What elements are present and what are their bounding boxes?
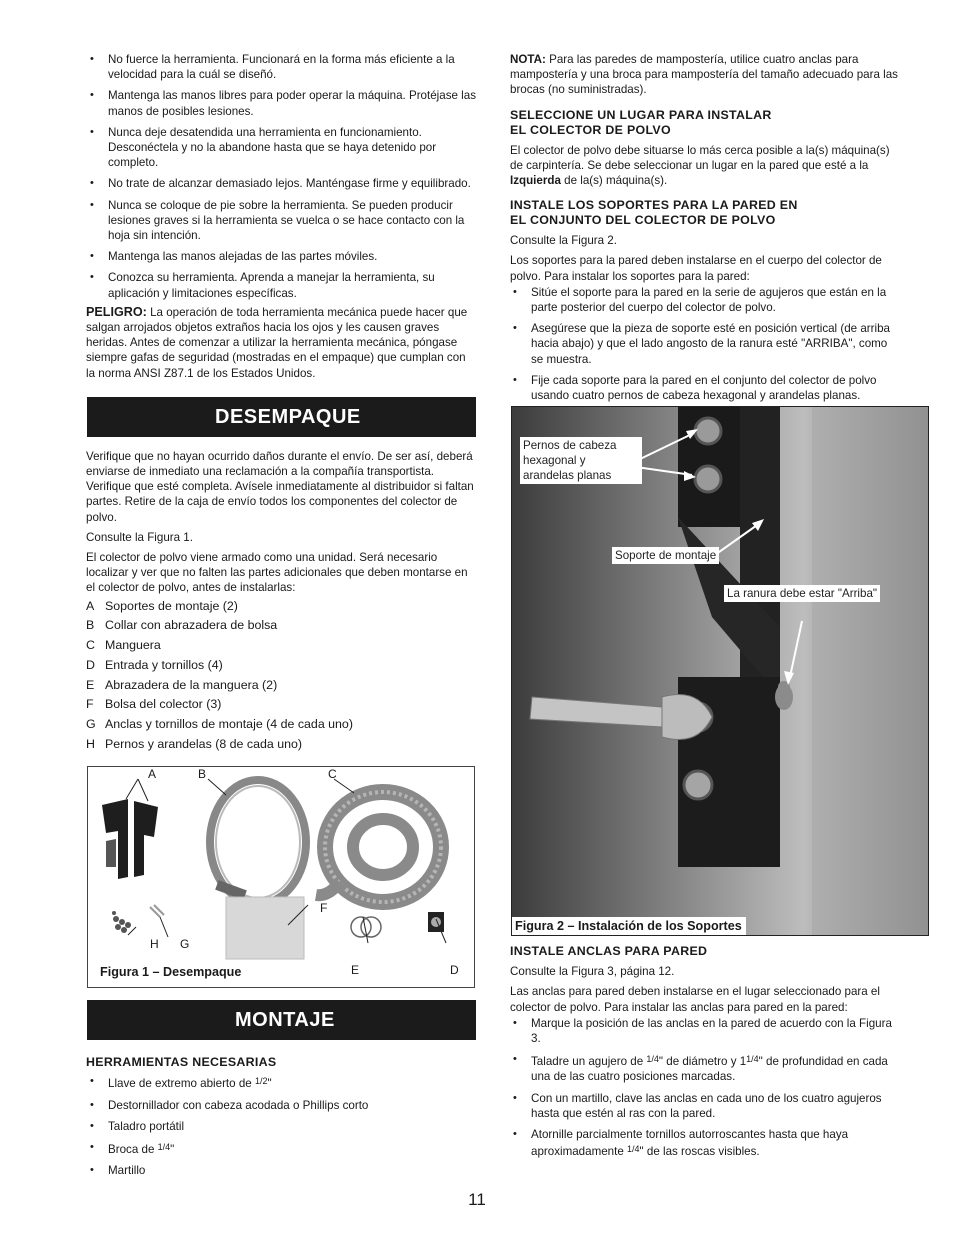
list-item [510,1127,902,1159]
list-item: • No fuerce la herramienta. Funcionará en la forma más eficiente a la velocidad para la cuál se diseñó. [87,52,476,82]
figure-1-caption: Figura 1 – Desempaque [100,965,242,980]
figure-2-caption: Figura 2 – Instalación de los Soportes [512,917,746,935]
list-item [87,1163,476,1178]
figure-1-unpacking [87,766,475,988]
hose-icon [316,792,441,902]
list-item [86,676,476,696]
list-item [86,735,476,755]
desempaque-figure-ref: Consulte la Figura 1. [86,530,193,544]
part-letter: F [86,697,94,712]
part-text: Pernos y arandelas (8 de cada uno) [105,736,302,751]
anclas-heading: INSTALE ANCLAS PARA PARED [510,944,708,959]
page-number: 11 [468,1190,486,1209]
fig1-label-g: G [180,937,190,952]
fraction: 1/4 [627,1144,640,1155]
figure-2-photo [511,406,929,936]
seleccione-paragraph [510,143,902,189]
right-column [510,52,902,1165]
part-text: Soportes de montaje (2) [105,598,238,613]
part-text: Anclas y tornillos de montaje (4 de cada uno) [105,716,353,731]
list-item: • Mantenga las manos libres para poder operar la máquina. Protéjase las manos de posibles lesiones. [87,88,476,118]
list-item [87,1074,476,1091]
peligro-text: La operación de toda herramienta mecánica puede hacer que salgan arrojados objetos extraños hacia los ojos y les causen graves heridas. Antes de comenzar a utilizar la herramienta mecánica, póngase siempre gafas de seguridad (mostradas en el empaque) que cumplan con la norma ANSI Z87.1 de los Estados Unidos. [86,305,468,380]
seleccione-heading [510,108,902,138]
list-item: • Nunca deje desatendida una herramienta en funcionamiento. Desconéctela y no la abandone hasta que se haya detenido por completo. [87,125,476,171]
fig1-label-b: B [198,767,207,782]
part-text: Bolsa del colector (3) [105,697,222,712]
fraction: 1/4 [646,1054,659,1065]
part-letter: D [86,657,95,672]
list-item [87,1140,476,1157]
nota-paragraph [510,52,902,98]
fig1-label-a: A [148,767,157,782]
fig1-label-d: D [450,963,459,978]
tool-unit: " [267,1077,272,1091]
tool-text: Destornillador con cabeza acodada o Phillips corto [108,1098,369,1112]
peligro-label: PELIGRO: [86,304,147,319]
part-letter: G [86,716,96,731]
text-run: El colector de polvo debe situarse lo más cerca posible a la(s) máquina(s) de carpintería. Se debe seleccionar un lugar en la pared que esté a la [510,143,890,172]
tools-list [87,1074,476,1178]
montaje-banner: MONTAJE [87,1000,476,1040]
part-text: Manguera [105,638,161,653]
left-column [84,52,476,1184]
part-letter: C [86,638,95,653]
heading-line: EL COLECTOR DE POLVO [510,122,671,137]
text-run: Con un martillo, clave las anclas en cada uno de los cuatro agujeros hasta que estén al ras con la pared. [531,1091,882,1120]
list-item [86,695,476,715]
part-letter: A [86,598,95,613]
collector-bag-icon [226,897,304,959]
list-item: • Fije cada soporte para la pared en el conjunto del colector de polvo usando cuatro pernos de cabeza hexagonal y arandelas planas. [510,373,902,403]
fig1-label-c: C [328,767,337,782]
parts-list [86,597,476,755]
part-text: Collar con abrazadera de bolsa [105,618,278,633]
nota-label: NOTA: [510,53,546,66]
list-item [86,597,476,617]
list-item [86,616,476,636]
list-item [86,715,476,735]
callout-bolts: Pernos de cabeza hexagonal y arandelas planas [520,437,642,484]
text-run: " de las roscas visibles. [639,1145,760,1159]
safety-list [87,52,476,301]
soportes-list [510,285,902,403]
list-item [86,656,476,676]
desempaque-section [86,449,476,754]
text-run: Atornille parcialmente tornillos autorroscantes hasta que haya aproximadamente [531,1128,849,1159]
bolts-icon [112,911,131,933]
tool-text: Llave de extremo abierto de [108,1077,255,1091]
figure-2-illustration [512,407,928,935]
tool-text: Martillo [108,1164,146,1178]
desempaque-paragraph: El colector de polvo viene armado como una unidad. Será necesario localizar y ver que no falten las partes adicionales que deben montarse en el colector de polvo, antes de instalarlas: [86,551,468,595]
desempaque-paragraph: Verifique que no hayan ocurrido daños durante el envío. De ser así, deberá enviarse de inmediato una reclamación a la compañía transportista. Verifique que esté completa. Avísele inmediatamente al distribuidor si faltan partes. Retire de la caja de envío todos los componentes del colector de polvo. [86,449,474,524]
tool-text: Taladro portátil [108,1119,185,1133]
tool-unit: " [170,1142,175,1156]
text-run: Marque la posición de las anclas en la pared de acuerdo con la Figura 3. [531,1016,892,1046]
text-run: " de diámetro y 1 [658,1055,747,1069]
callout-mounting-bracket: Soporte de montaje [612,547,719,564]
heading-line: EL CONJUNTO DEL COLECTOR DE POLVO [510,213,776,228]
text-run-bold: Izquierda [510,174,561,188]
nota-text: Para las paredes de mampostería, utilice cuatro anclas para mampostería y una broca para mampostería del tamaño adecuado para las brocas (no suministradas). [510,53,898,97]
text-run: " de profundidad en cada una de las cuatro posiciones marcadas. [531,1055,888,1084]
text-run: de la(s) máquina(s). [560,174,668,188]
desempaque-banner: DESEMPAQUE [87,397,476,437]
heading-line: SELECCIONE UN LUGAR PARA INSTALAR [510,107,772,122]
list-item: • No trate de alcanzar demasiado lejos. Manténgase firme y equilibrado. [87,176,476,191]
tool-fraction: 1/4 [157,1141,171,1152]
soportes-heading [510,198,902,228]
soportes-intro: Los soportes para la pared deben instalarse en el cuerpo del colector de polvo. Para instalar los soportes para la pared: [510,254,882,283]
part-letter: H [86,736,95,751]
anclas-figure-ref: Consulte la Figura 3, página 12. [510,965,675,979]
mounting-bracket-icon [102,799,158,879]
list-item [87,1098,476,1113]
callout-slot-up: La ranura debe estar "Arriba" [724,585,880,602]
figure-1-illustration [88,767,474,987]
tool-fraction: 1/2 [254,1076,268,1087]
list-item: • Asegúrese que la pieza de soporte esté en posición vertical (de arriba hacia abajo) y que el lado angosto de la ranura esté "ARRIBA", como se muestra. [510,321,902,367]
fig1-label-f: F [320,901,328,916]
fraction: 1/4 [746,1054,759,1065]
list-item: • Conozca su herramienta. Aprenda a manejar la herramienta, su aplicación y limitaciones específicas. [87,270,476,300]
peligro-paragraph [86,305,476,381]
text-run: Taladre un agujero de [531,1055,647,1069]
list-item: • Mantenga las manos alejadas de las partes móviles. [87,249,476,264]
part-text: Abrazadera de la manguera (2) [105,677,278,692]
part-letter: E [86,677,95,692]
heading-line: INSTALE LOS SOPORTES PARA LA PARED EN [510,198,798,213]
anclas-intro: Las anclas para pared deben instalarse en el lugar seleccionado para el colector de polvo. Para instalar las anclas para pared en la pared: [510,985,880,1014]
fig1-label-h: H [150,937,159,952]
list-item: • Sitúe el soporte para la pared en la serie de agujeros que están en la parte posterior del cuerpo del colector de polvo. [510,285,902,315]
herramientas-heading: HERRAMIENTAS NECESARIAS [86,1055,277,1070]
fig1-label-e: E [351,963,360,978]
soportes-figure-ref: Consulte la Figura 2. [510,234,617,248]
list-item [510,1091,902,1121]
list-item [86,636,476,656]
list-item: • Nunca se coloque de pie sobre la herramienta. Se pueden producir lesiones graves si la herramienta se vuelca o se hace contacto con la hoja sin intención. [87,198,476,244]
list-item [87,1119,476,1134]
anclas-list [510,1016,902,1160]
list-item [510,1016,902,1046]
anchors-icon [150,905,164,917]
tool-text: Broca de [108,1142,158,1156]
part-text: Entrada y tornillos (4) [105,657,223,672]
part-letter: B [86,618,95,633]
list-item [510,1052,902,1084]
